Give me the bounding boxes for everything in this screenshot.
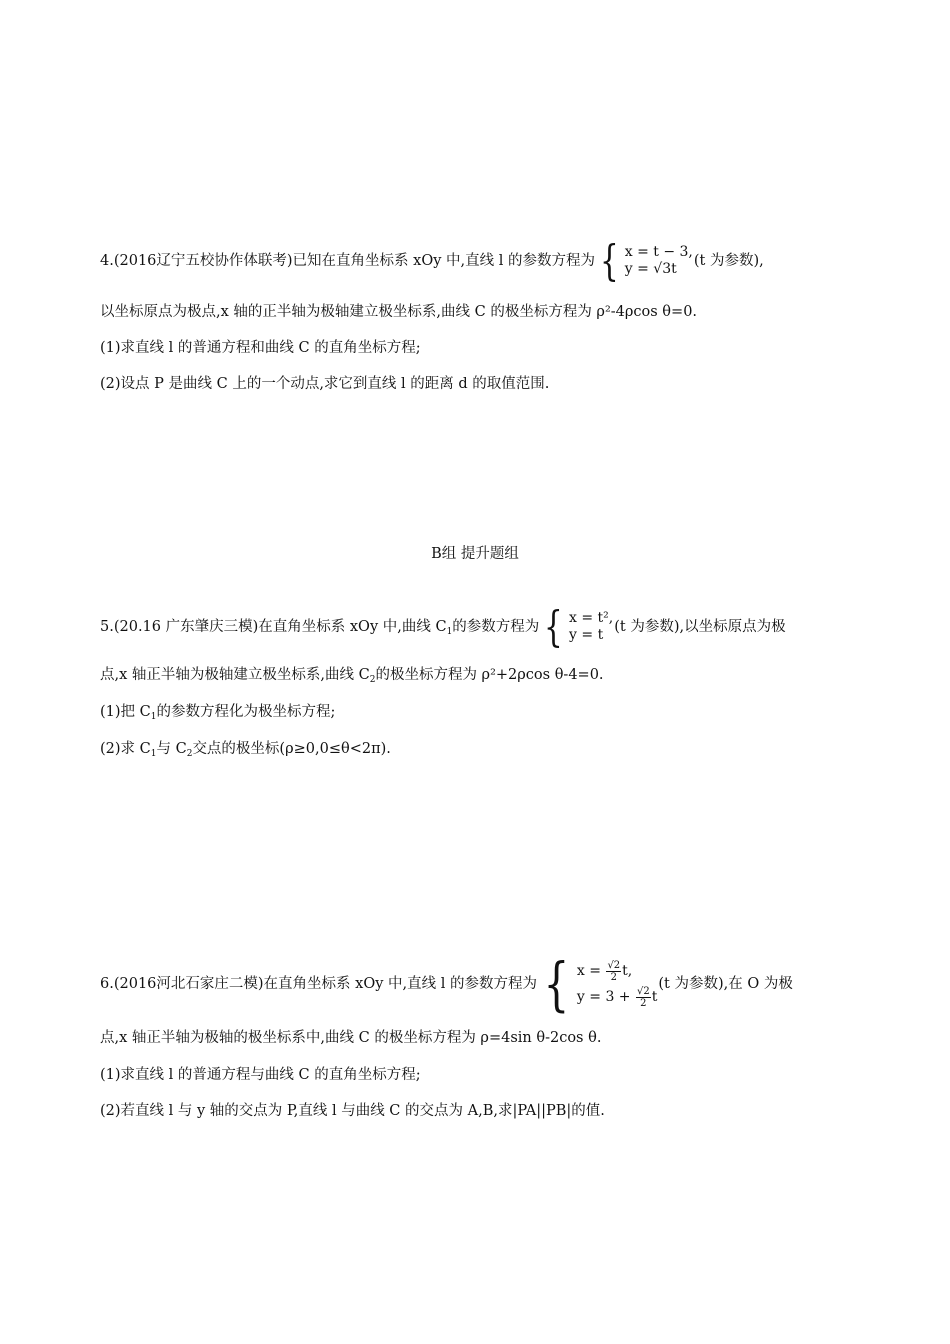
q4-stem-end: (t 为参数), — [693, 253, 764, 269]
q5-line2-end: 的极坐标方程为 ρ²+2ρcos θ-4=0. — [375, 667, 604, 683]
q5-part2-mid: 与 C — [156, 741, 187, 757]
q5-stem-start: 5.(20.16 广东肇庆三模)在直角坐标系 xOy 中,曲线 C — [100, 619, 447, 635]
q5-eq-y: y = t — [569, 627, 604, 643]
q5-stem-mid: 的参数方程为 — [452, 619, 540, 635]
q5-part2 — [100, 739, 391, 764]
brace-symbol: { — [600, 236, 619, 285]
q5-line1 — [100, 602, 786, 651]
q6-stem-end: (t 为参数),在 O 为极 — [658, 976, 793, 992]
c2-subscript: 2 — [369, 675, 376, 685]
brace-symbol: { — [544, 602, 564, 651]
brace-symbol: { — [543, 950, 570, 1018]
q4-line2: 以坐标原点为极点,x 轴的正半轴为极轴建立极坐标系,曲线 C 的极坐标方程为 ρ²-4ρcos θ=0. — [100, 304, 698, 320]
c1-subscript: 1 — [446, 627, 453, 637]
fraction: $\frac{√2}{2}$ — [637, 985, 650, 1009]
q5-stem-end: (t 为参数),以坐标原点为极 — [614, 619, 786, 635]
q4-eq-y: y = √3t — [624, 261, 677, 277]
c1-subscript: 1 — [150, 749, 157, 759]
q6-line2: 点,x 轴正半轴为极轴的极坐标系中,曲线 C 的极坐标方程为 ρ=4sin θ-2cos θ. — [100, 1030, 602, 1046]
fraction: $\frac{√2}{2}$ — [607, 959, 621, 983]
q4-eq-x: x = t − 3, — [624, 244, 693, 260]
q5-line2-start: 点,x 轴正半轴为极轴建立极坐标系,曲线 C — [100, 667, 370, 683]
q6-eq-y: y = 3 + $\frac{√2}{2}$ t — [576, 985, 658, 1009]
c1-subscript: 1 — [150, 712, 157, 722]
q6-stem-start: 6.(2016河北石家庄二模)在直角坐标系 xOy 中,直线 l 的参数方程为 — [100, 976, 537, 992]
q4-part1: (1)求直线 l 的普通方程和曲线 C 的直角坐标方程; — [100, 340, 421, 356]
q5-part2-end: 交点的极坐标(ρ≥0,0≤θ<2π). — [192, 741, 391, 757]
q5-param-system — [540, 602, 614, 651]
q6-part2: (2)若直线 l 与 y 轴的交点为 P,直线 l 与曲线 C 的交点为 A,B,求|PA||PB|的值. — [100, 1103, 605, 1119]
q4-param-system — [596, 236, 693, 285]
q4-part2: (2)设点 P 是曲线 C 上的一个动点,求它到直线 l 的距离 d 的取值范围. — [100, 376, 550, 392]
c2-subscript: 2 — [186, 749, 193, 759]
q5-part1-end: 的参数方程化为极坐标方程; — [156, 704, 336, 720]
q6-eq-x: x = $\frac{√2}{2}$ t, — [576, 959, 633, 983]
q5-eq-x: x = t², — [569, 610, 614, 626]
q5-line2 — [100, 665, 604, 690]
q6-part1: (1)求直线 l 的普通方程与曲线 C 的直角坐标方程; — [100, 1067, 421, 1083]
q5-part2-start: (2)求 C — [100, 741, 151, 757]
q4-stem-start: 4.(2016辽宁五校协作体联考)已知在直角坐标系 xOy 中,直线 l 的参数方程为 — [100, 253, 595, 269]
q6-param-system — [538, 950, 658, 1018]
q5-part1 — [100, 702, 335, 727]
q5-part1-start: (1)把 C — [100, 704, 151, 720]
section-title: B组 提升题组 — [431, 546, 519, 562]
q4-line1 — [100, 236, 764, 285]
q6-line1 — [100, 950, 793, 1018]
